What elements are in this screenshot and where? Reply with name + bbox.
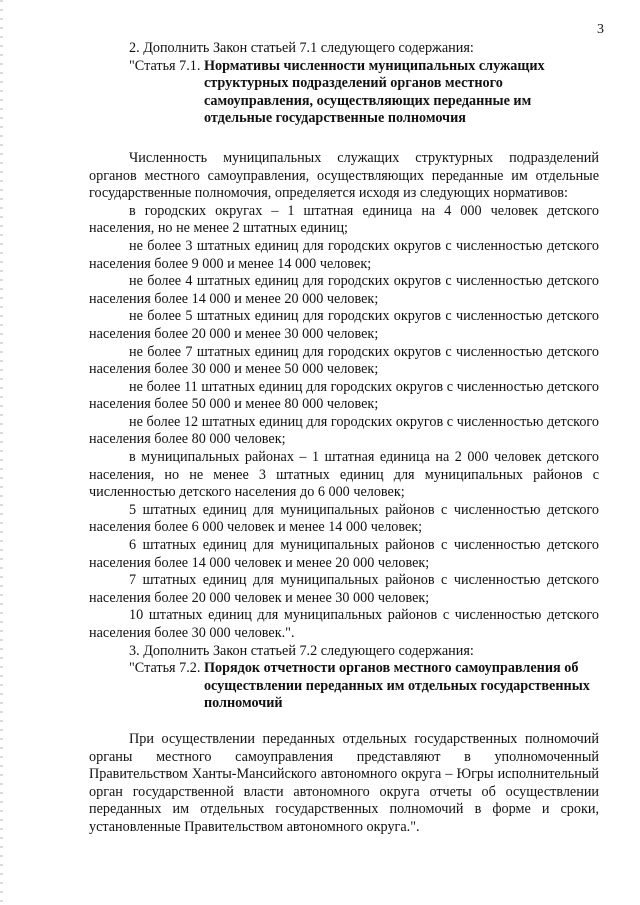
- norm-item: 10 штатных единиц для муниципальных районов с численностью детского населения более 30 000 человек.".: [89, 607, 599, 641]
- norm-item: не более 5 штатных единиц для городских округов с численностью детского населения более 20 000 и менее 30 000 человек;: [89, 308, 599, 342]
- norm-item: 7 штатных единиц для муниципальных районов с численностью детского населения более 20 000 человек и менее 30 000 человек;: [89, 572, 599, 606]
- norm-item: не более 11 штатных единиц для городских округов с численностью детского населения более 50 000 и менее 80 000 человек;: [89, 378, 599, 413]
- norm-item: в муниципальных районах – 1 штатная единица на 2 000 человек детского населения, но не менее 3 штатных единиц для муниципальных районов с численностью детского населения до 6 000 человек;: [89, 449, 599, 501]
- article-7-2-prefix: "Статья 7.2.: [129, 660, 204, 677]
- item-2-intro: 2. Дополнить Закон статьей 7.1 следующего содержания:: [129, 40, 474, 56]
- norm-item: в городских округах – 1 штатная единица на 4 000 человек детского населения, но не менее 2 штатных единиц;: [89, 202, 599, 237]
- article-7-2-heading: [89, 660, 599, 713]
- norm-item: 5 штатных единиц для муниципальных районов с численностью детского населения более 6 000 человек и менее 14 000 человек;: [89, 501, 599, 536]
- norm-item: 6 штатных единиц для муниципальных районов с численностью детского населения более 14 000 человек и менее 20 000 человек;: [89, 537, 599, 571]
- article-7-1-prefix: "Статья 7.1.: [129, 57, 204, 74]
- norm-item: не более 7 штатных единиц для городских округов с численностью детского населения более 30 000 и менее 50 000 человек;: [89, 343, 599, 378]
- norm-item: не более 3 штатных единиц для городских округов с численностью детского населения более 9 000 и менее 14 000 человек;: [89, 237, 599, 272]
- norm-item: не более 12 штатных единиц для городских округов с численностью детского населения более 80 000 человек;: [89, 413, 599, 448]
- document-body: [89, 40, 599, 837]
- article-7-1-body: Численность муниципальных служащих структурных подразделений органов местного самоуправления, осуществляющих переданные им отдельные государственные полномочия, определяется исходя из следующих нормативов:: [89, 149, 599, 202]
- norms-list: [89, 203, 599, 643]
- scan-edge-artifact: [0, 0, 3, 905]
- article-7-2-body: При осуществлении переданных отдельных государственных полномочий органы местного самоуправления представляют в уполномоченный Правительством Ханты-Мансийского автономного округа – Югры исполнительный орган государственной власти автономного округа отчеты об осуществлении переданных им отдельных государственных полномочий в форме и сроки, установленные Правительством автономного округа.".: [89, 730, 599, 835]
- article-7-2-title: Порядок отчетности органов местного самоуправления об осуществлении переданных им отдельных государственных полномочий: [203, 660, 590, 712]
- page-number: 3: [597, 22, 604, 37]
- article-7-1-title: Нормативы численности муниципальных служащих структурных подразделений органов местного самоуправления, осуществляющих переданные им отдельные государственные полномочия: [203, 57, 545, 127]
- norm-item: не более 4 штатных единиц для городских округов с численностью детского населения более 14 000 и менее 20 000 человек;: [89, 273, 599, 307]
- item-3-intro: 3. Дополнить Закон статьей 7.2 следующего содержания:: [129, 642, 474, 659]
- article-7-1-heading: [89, 58, 599, 128]
